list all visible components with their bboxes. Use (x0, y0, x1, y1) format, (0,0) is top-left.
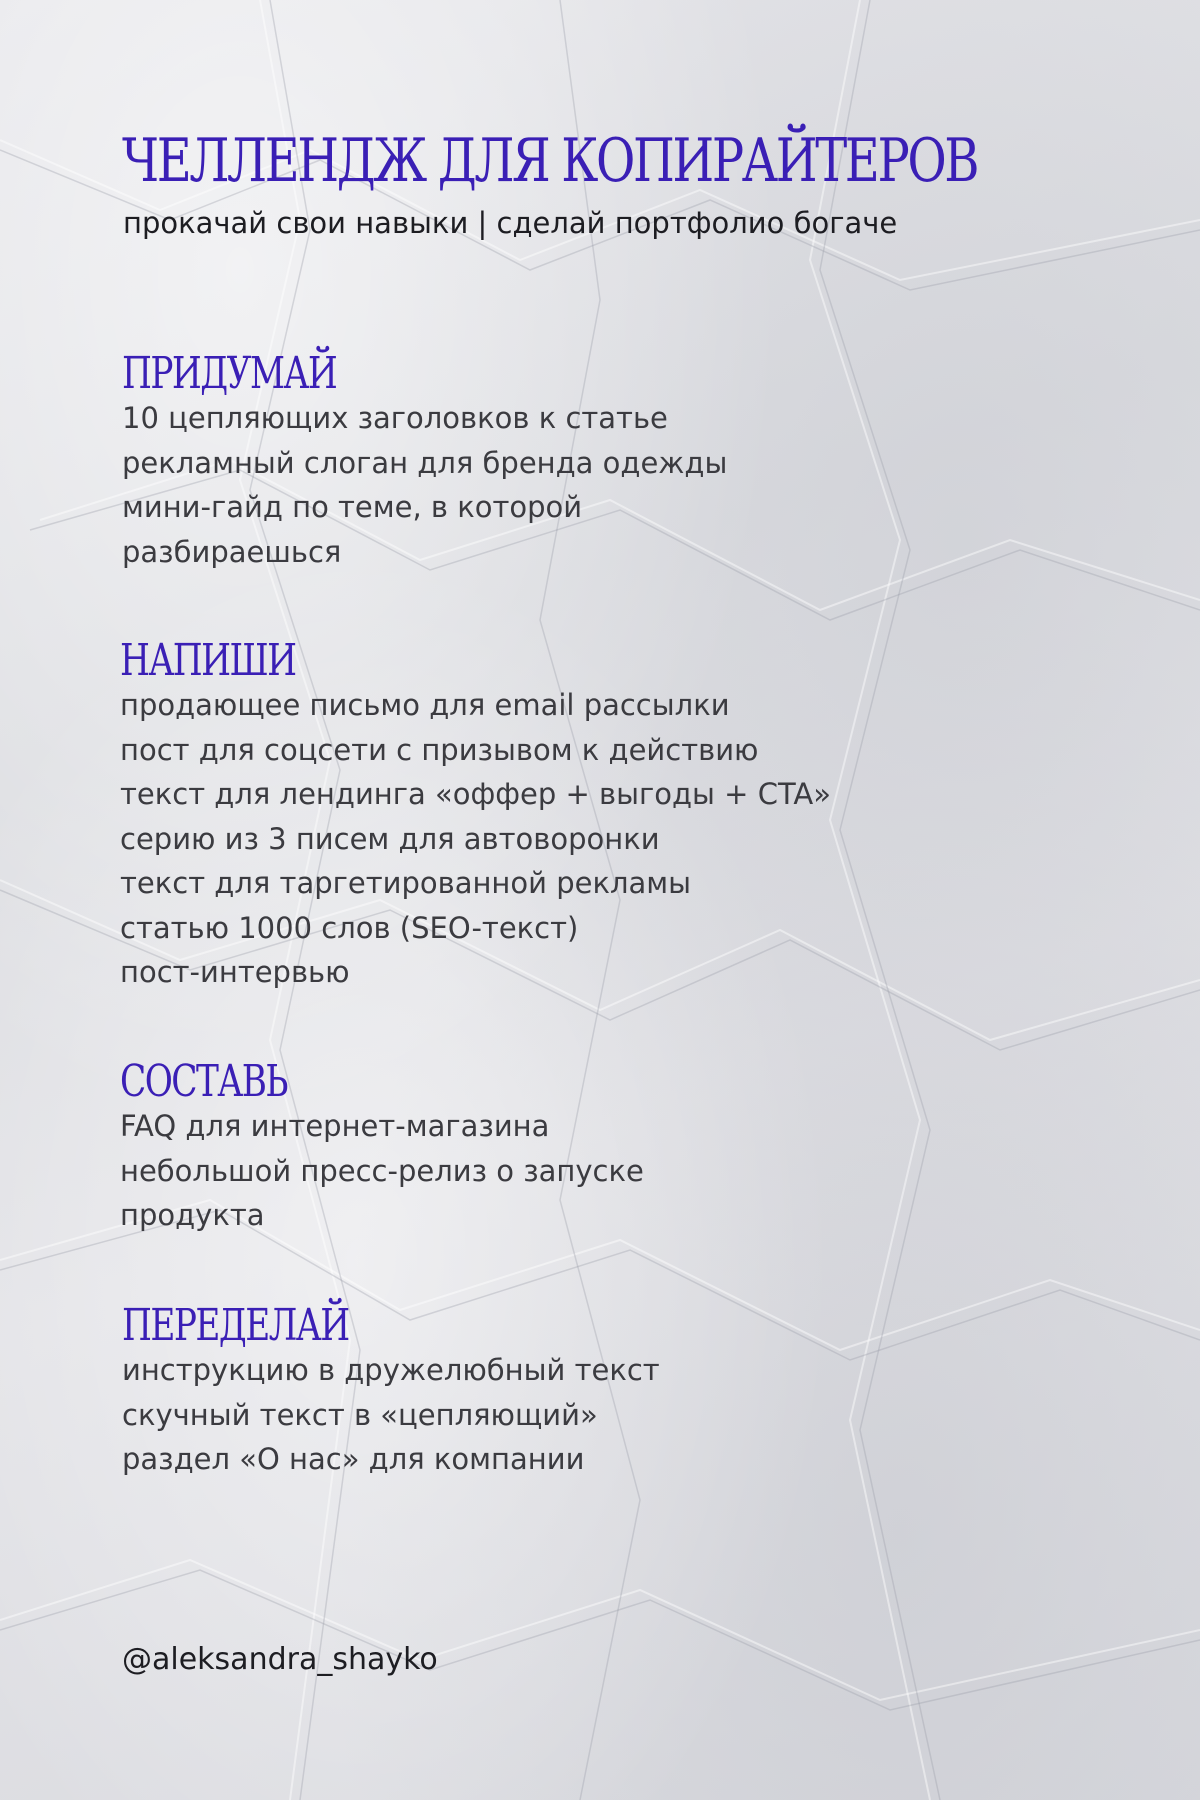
task-item: раздел «О нас» для компании (122, 1442, 585, 1476)
author-handle: @aleksandra_shayko (122, 1642, 438, 1677)
task-item: текст для таргетированной рекламы (120, 866, 692, 900)
section-compose (120, 1054, 644, 1238)
task-item: рекламный слоган для бренда одежды (122, 445, 728, 480)
task-item: инструкцию в дружелюбный текст (122, 1353, 660, 1387)
page-subtitle: прокачай свои навыки | сделай портфолио богаче (123, 206, 898, 240)
section-heading: НАПИШИ (120, 635, 296, 686)
task-item: 10 цепляющих заголовков к статье (122, 401, 668, 435)
section-heading: СОСТАВЬ (120, 1056, 287, 1107)
task-item: серию из 3 писем для автоворонки (120, 821, 660, 856)
section-rework (122, 1298, 660, 1482)
section-invent (122, 346, 727, 574)
task-item: продающее письмо для email рассылки (120, 688, 730, 722)
task-item: небольшой пресс-релиз о запуске (120, 1153, 644, 1188)
section-heading: ПРИДУМАЙ (122, 348, 337, 399)
task-item: пост-интервью (120, 955, 350, 989)
section-task-list (120, 1104, 644, 1238)
task-item: скучный текст в «цепляющий» (122, 1397, 598, 1432)
task-item: статью 1000 слов (SEO-текст) (120, 910, 579, 945)
task-item: FAQ для интернет-магазина (120, 1109, 550, 1143)
section-task-list (120, 683, 831, 995)
task-item: разбираешься (122, 534, 342, 569)
task-item: мини-гайд по теме, в которой (122, 490, 583, 524)
section-task-list (122, 396, 727, 574)
task-item: текст для лендинга «оффер + выгоды + CTA» (120, 777, 831, 811)
task-item: пост для соцсети с призывом к действию (120, 732, 759, 767)
task-item: продукта (120, 1198, 265, 1232)
section-heading: ПЕРЕДЕЛАЙ (122, 1300, 349, 1351)
section-task-list (122, 1348, 660, 1482)
section-write (120, 633, 831, 995)
page-title: ЧЕЛЛЕНДЖ ДЛЯ КОПИРАЙТЕРОВ (122, 126, 978, 196)
